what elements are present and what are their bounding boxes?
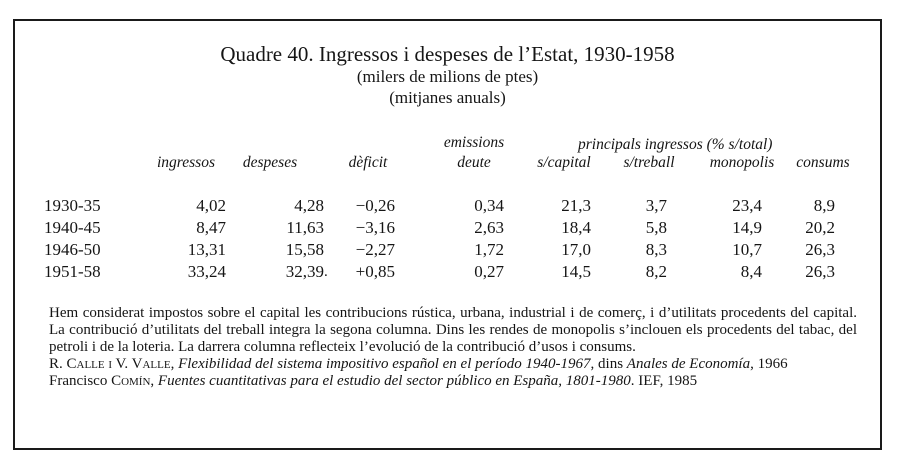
ref2-title: Fuentes cuantitativas para el estudio del sector público en España, 1801-1980 [157,373,631,389]
header-principals-ingressos: principals ingressos (% s/total) [578,136,773,153]
row-4-ingressos: 33,24 [187,262,226,281]
row-2-ingressos: 8,47 [196,218,226,237]
row-4-period: 1951-58 [44,262,101,281]
row-1-s-treball: 3,7 [645,196,667,215]
row-2-consums: 20,2 [805,218,835,237]
row-3-monopolis: 10,7 [732,240,762,259]
header-despeses: despeses [242,154,298,171]
row-4-s-treball: 8,2 [645,262,667,281]
row-1-despeses: 4,28 [294,196,324,215]
row-2-monopolis: 14,9 [732,218,762,237]
row-3-s-treball: 8,3 [645,240,667,259]
ref1-journal: Anales de Economía [626,356,751,372]
row-3-deficit: −2,27 [355,240,395,259]
row-1-ingressos: 4,02 [196,196,226,215]
row-1-s-capital: 21,3 [561,196,591,215]
ref1-end: , 1966 [750,356,788,372]
ref2-author-last: Comín [111,373,151,389]
row-4-despeses: 32,39 [285,262,324,281]
reference-comin: Francisco Comín, Fuentes cuantitativas para el estudio del sector público en España, 1801-1980. IEF, 1985 [49,373,698,389]
header-monopolis: monopolis [709,154,775,171]
row-3-consums: 26,3 [805,240,835,259]
table-subtitle-averages: (mitjanes anuals) [389,88,506,107]
header-ingressos: ingressos [157,154,215,171]
ref1-middle: , dins [590,356,627,372]
row-3-period: 1946-50 [44,240,101,259]
header-s-capital: s/capital [537,154,591,171]
table-title: Quadre 40. Ingressos i despeses de l’Estat, 1930-1958 [220,42,675,66]
notes-block [49,305,857,390]
table-frame [13,19,882,450]
row-2-s-treball: 5,8 [645,218,667,237]
row-3-s-capital: 17,0 [561,240,591,259]
row-4-deficit: +0,85 [355,262,395,281]
row-3-despeses: 15,58 [285,240,324,259]
row-3-ingressos: 13,31 [187,240,226,259]
row-4-emissions: 0,27 [474,262,504,281]
row-1-period: 1930-35 [44,196,101,215]
ref2-author-first: Francisco [49,373,112,389]
table-subtitle-units: (milers de milions de ptes) [356,67,539,86]
stray-dot: . [324,264,328,280]
header-deute: deute [457,154,491,171]
row-2-s-capital: 18,4 [561,218,591,237]
notes-paragraph: Hem considerat impostos sobre el capital les contribucions rústica, urbana, industrial i de comerç, i d’utilitats procedents del capital. La contribució d’utilitats del treball integra la segona columna. Dins les rendes de monopolis s’inclouen els procedents del tabac, del petroli i de la loteria. La darrera columna reflecteix l’evolució de la contribució d’usos i consums. [49,305,857,355]
header-deficit: dèficit [348,154,388,171]
title-block [15,43,880,108]
header-consums: consums [796,154,850,171]
header-s-treball: s/treball [623,154,675,171]
row-2-period: 1940-45 [44,218,101,237]
header-emissions: emissions [443,134,505,151]
row-1-deficit: −0,26 [355,196,395,215]
row-1-consums: 8,9 [813,196,835,215]
ref1-title: Flexibilidad del sistema impositivo español en el período 1940-1967 [178,356,591,372]
row-1-monopolis: 23,4 [732,196,762,215]
row-4-monopolis: 8,4 [740,262,762,281]
row-4-s-capital: 14,5 [561,262,591,281]
ref2-end: . IEF, 1985 [630,373,698,389]
row-4-consums: 26,3 [805,262,835,281]
row-2-deficit: −3,16 [355,218,395,237]
row-1-emissions: 0,34 [474,196,504,215]
ref1-author: R. Calle i V. Valle [49,356,171,372]
row-3-emissions: 1,72 [474,240,504,259]
row-2-despeses: 11,63 [286,218,324,237]
row-2-emissions: 2,63 [474,218,504,237]
reference-calle-valle: R. Calle i V. Valle, Flexibilidad del sistema impositivo español en el período 1940-1967, dins Anales de Economía, 1966 [49,356,788,372]
